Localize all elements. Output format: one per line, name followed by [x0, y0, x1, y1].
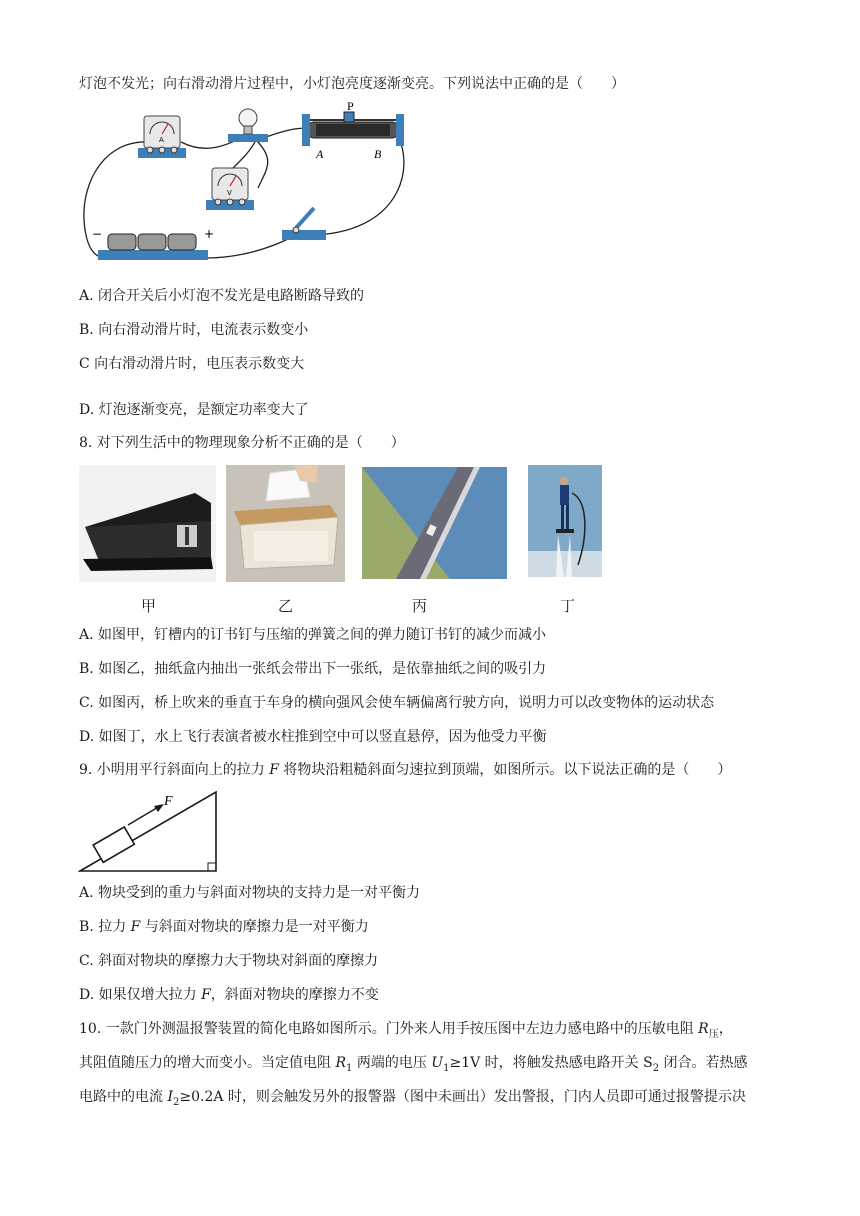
q7-option-a: A. 闭合开关后小灯泡不发光是电路断路导致的: [79, 288, 365, 304]
q10-line-1: 10. 一款门外测温报警装置的简化电路如图所示。门外来人用手按压图中左边力感电路中的压敏电阻 $R_压$，: [79, 1021, 733, 1040]
caption-jia: 甲: [141, 597, 157, 615]
ammeter-icon: [138, 116, 186, 158]
svg-text:V: V: [227, 189, 232, 197]
flyboard-photo: [528, 465, 602, 577]
caption-ding: 丁: [560, 597, 576, 615]
q9-stem: 9. 小明用平行斜面向上的拉力 F 将物块沿粗糙斜面匀速拉到顶端，如图所示。以下说法正确的是（ ）: [79, 762, 732, 778]
switch-icon: [282, 208, 326, 240]
q8-option-b: B. 如图乙，抽纸盒内抽出一张纸会带出下一张纸，是依靠抽纸之间的吸引力: [79, 661, 547, 677]
q7-stem-end: 灯泡不发光；向右滑动滑片过程中，小灯泡亮度逐渐变亮。下列说法中正确的是（ ）: [79, 76, 625, 92]
q7-option-d: D. 灯泡逐渐变亮，是额定功率变大了: [79, 402, 309, 418]
incline-figure: [78, 788, 224, 874]
tissue-box-photo: [226, 465, 345, 582]
svg-text:F: F: [164, 794, 173, 809]
q10-line-3: 电路中的电流 $I_2\ge 0.2A$ 时，则会触发另外的报警器（图中未画出）发出警报，门内人员即可通过报警提示决: [79, 1089, 746, 1108]
svg-text:+: +: [204, 227, 215, 241]
q7-option-c: C 向右滑动滑片时，电压表示数变大: [79, 356, 305, 372]
svg-text:B: B: [374, 147, 382, 161]
q9-option-b: B. 拉力 F 与斜面对物块的摩擦力是一对平衡力: [79, 919, 369, 935]
caption-bing: 丙: [412, 597, 428, 615]
svg-text:A: A: [316, 147, 324, 161]
battery-icon: [92, 227, 214, 260]
q9-option-d: D. 如果仅增大拉力 F，斜面对物块的摩擦力不变: [79, 987, 379, 1003]
rheostat-icon: [302, 100, 404, 161]
q9-option-a: A. 物块受到的重力与斜面对物块的支持力是一对平衡力: [79, 885, 421, 901]
q8-option-a: A. 如图甲，钉槽内的订书钉与压缩的弹簧之间的弹力随订书钉的减少而减小: [79, 627, 547, 643]
svg-text:P: P: [347, 100, 354, 113]
q9-option-c: C. 斜面对物块的摩擦力大于物块对斜面的摩擦力: [79, 953, 379, 969]
caption-yi: 乙: [278, 597, 294, 615]
svg-text:−: −: [92, 227, 103, 241]
q10-line-2: 其阻值随压力的增大而变小。当定值电阻 $R_1$ 两端的电压 $U_1\ge 1V$ 时，将触发热感电路开关 $S_2$ 闭合。若热感: [79, 1055, 748, 1074]
q7-option-b: B. 向右滑动滑片时，电流表示数变小: [79, 322, 309, 338]
bulb-icon: [228, 109, 268, 142]
voltmeter-icon: [206, 168, 254, 210]
q8-stem: 8. 对下列生活中的物理现象分析不正确的是（ ）: [79, 435, 405, 451]
q8-option-c: C. 如图丙，桥上吹来的垂直于车身的横向强风会使车辆偏离行驶方向，说明力可以改变物体的运动状态: [79, 695, 715, 711]
svg-text:A: A: [159, 136, 164, 144]
circuit-figure: [76, 100, 416, 270]
bridge-photo: [362, 467, 507, 579]
stapler-photo: [79, 465, 216, 582]
q8-option-d: D. 如图丁，水上飞行表演者被水柱推到空中可以竖直悬停，因为他受力平衡: [79, 729, 547, 745]
